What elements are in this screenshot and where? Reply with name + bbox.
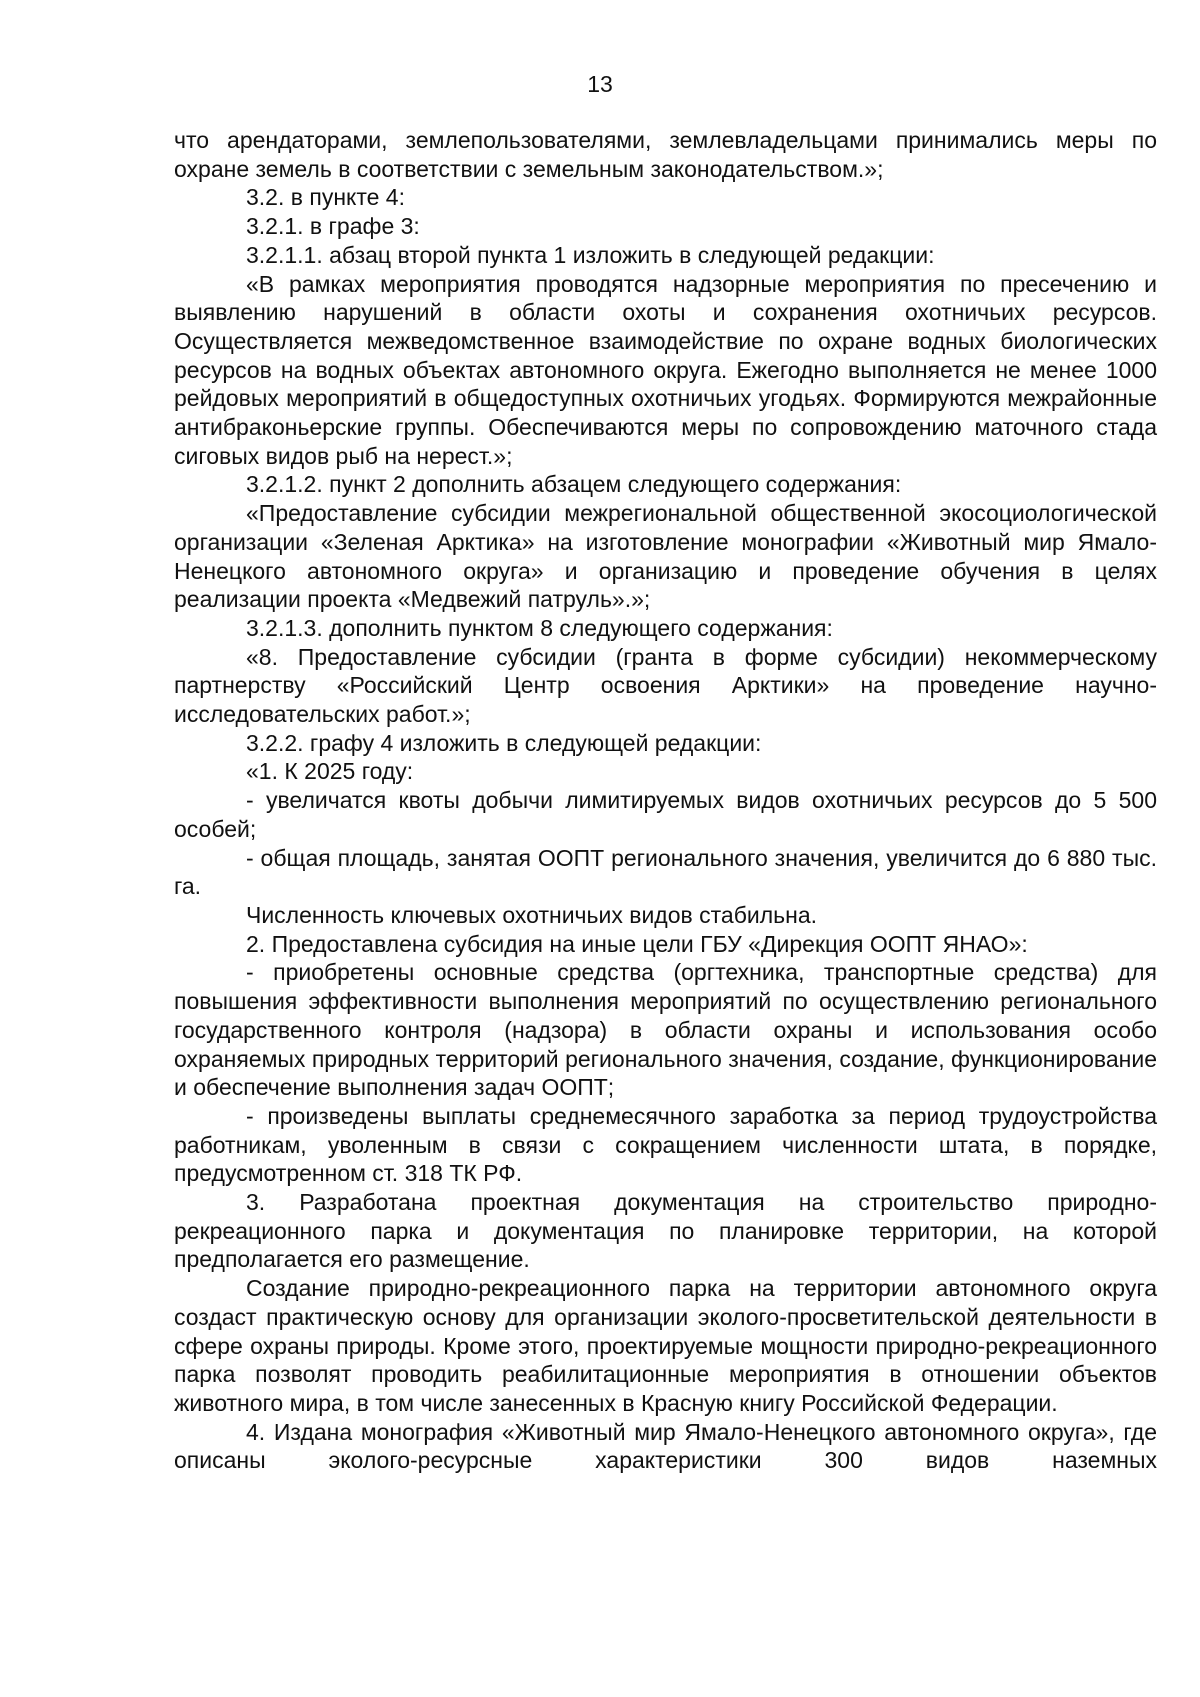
paragraph: - увеличатся квоты добычи лимитируемых видов охотничьих ресурсов до 5 500 особей; — [174, 787, 1157, 842]
paragraph: - приобретены основные средства (оргтехника, транспортные средства) для повышения эффективности выполнения мероприятий по осуществлению регионального государственного контроля (надзора) в области охраны и использования особо охраняемых природных территорий регионального значения, создание, функционирование и обеспечение выполнения задач ООПТ; — [174, 959, 1157, 1101]
paragraph: 3.2.2. графу 4 изложить в следующей редакции: — [246, 729, 762, 756]
paragraph: - произведены выплаты среднемесячного заработка за период трудоустройства работникам, уволенным в связи с сокращением численности штата, в порядке, предусмотренном ст. 318 ТК РФ. — [174, 1102, 1157, 1187]
paragraph: 3.2.1. в графе 3: — [246, 213, 420, 240]
paragraph: что арендаторами, землепользователями, землевладельцами принимались меры по охране земель в соответствии с земельным законодательством.»; — [174, 127, 1157, 182]
paragraph: «1. К 2025 году: — [246, 758, 414, 785]
paragraph: «8. Предоставление субсидии (гранта в форме субсидии) некоммерческому партнерству «Российский Центр освоения Арктики» на проведение научно-исследовательских работ.»; — [174, 643, 1157, 728]
paragraph: Численность ключевых охотничьих видов стабильна. — [246, 901, 818, 928]
paragraph: 4. Издана монография «Животный мир Ямало-Ненецкого автономного округа», где описаны эколого-ресурсные характеристики 300 видов наземных — [174, 1418, 1157, 1474]
page-number: 13 — [587, 71, 613, 97]
paragraph: 3.2.1.1. абзац второй пункта 1 изложить в следующей редакции: — [246, 241, 935, 268]
paragraph: «Предоставление субсидии межрегиональной общественной экосоциологической организации «Зеленая Арктика» на изготовление монографии «Животный мир Ямало-Ненецкого автономного округа» и организацию и проведение обучения в целях реализации проекта «Медвежий патруль».»; — [174, 500, 1157, 613]
paragraph: 3.2. в пункте 4: — [246, 184, 405, 211]
document-body — [174, 126, 1157, 1475]
paragraph: 3.2.1.2. пункт 2 дополнить абзацем следующего содержания: — [246, 471, 902, 498]
paragraph: «В рамках мероприятия проводятся надзорные мероприятия по пресечению и выявлению нарушений в области охоты и сохранения охотничьих ресурсов. Осуществляется межведомственное взаимодействие по охране водных биологических ресурсов на водных объектах автономного округа. Ежегодно выполняется не менее 1000 рейдовых мероприятий в общедоступных охотничьих угодьях. Формируются межрайонные антибраконьерские группы. Обеспечиваются меры по сопровождению маточного стада сиговых видов рыб на нерест.»; — [174, 270, 1157, 469]
paragraph: - общая площадь, занятая ООПТ регионального значения, увеличится до 6 880 тыс. га. — [174, 844, 1157, 900]
paragraph: 2. Предоставлена субсидия на иные цели ГБУ «Дирекция ООПТ ЯНАО»: — [246, 930, 1028, 957]
paragraph: 3. Разработана проектная документация на строительство природно-рекреационного парка и документация по планировке территории, на которой предполагается его размещение. — [174, 1189, 1157, 1273]
paragraph: Создание природно-рекреационного парка на территории автономного округа создаст практическую основу для организации эколого-просветительской деятельности в сфере охраны природы. Кроме этого, проектируемые мощности природно-рекреационного парка позволят проводить реабилитационные мероприятия в отношении объектов животного мира, в том числе занесенных в Красную книгу Российской Федерации. — [174, 1275, 1157, 1416]
paragraph: 3.2.1.3. дополнить пунктом 8 следующего содержания: — [246, 614, 833, 641]
